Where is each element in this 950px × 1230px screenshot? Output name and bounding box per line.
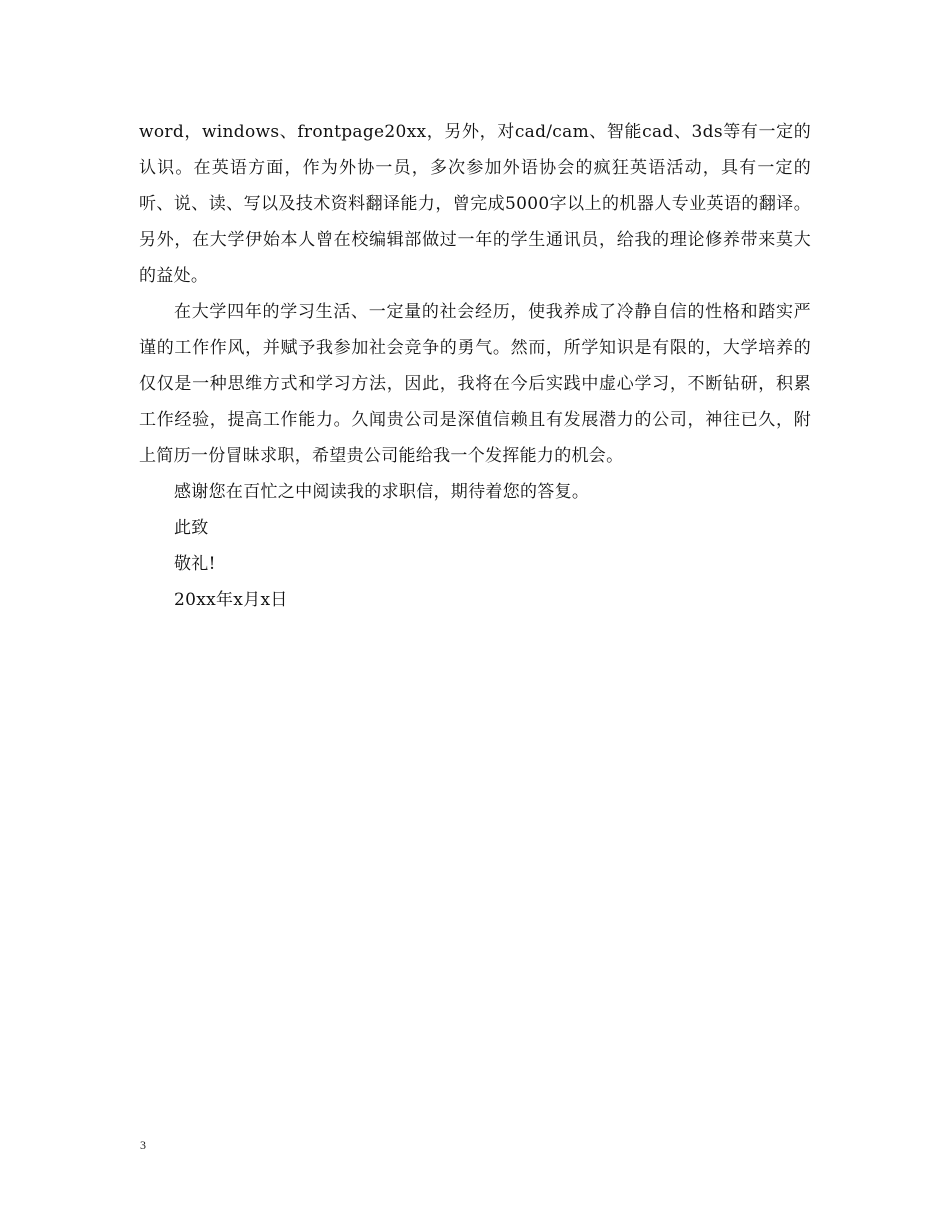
date-line: 20xx年x月x日 <box>174 590 288 610</box>
paragraph-character: 在大学四年的学习生活、一定量的社会经历，使我养成了冷静自信的性格和踏实严谨的工作作风，并赋予我参加社会竞争的勇气。然而，所学知识是有限的，大学培养的仅仅是一种思维方式和学习方法，因此，我将在今后实践中虚心学习，不断钻研，积累工作经验，提高工作能力。久闻贵公司是深值信赖且有发展潜力的公司，神往已久，附上简历一份冒昧求职，希望贵公司能给我一个发挥能力的机会。 <box>139 302 811 466</box>
letter-body <box>139 114 811 618</box>
paragraph-skills: word，windows、frontpage20xx，另外，对cad/cam、智能cad、3ds等有一定的认识。在英语方面，作为外协一员，多次参加外语协会的疯狂英语活动，具有一定的听、说、读、写以及技术资料翻译能力，曾完成5000字以上的机器人专业英语的翻译。另外，在大学伊始本人曾在校编辑部做过一年的学生通讯员，给我的理论修养带来莫大的益处。 <box>139 122 811 286</box>
thanks-line: 感谢您在百忙之中阅读我的求职信，期待着您的答复。 <box>174 482 590 502</box>
closing-line-2: 敬礼! <box>174 554 216 574</box>
page-number: 3 <box>140 1138 146 1152</box>
closing-line-1: 此致 <box>174 518 209 538</box>
